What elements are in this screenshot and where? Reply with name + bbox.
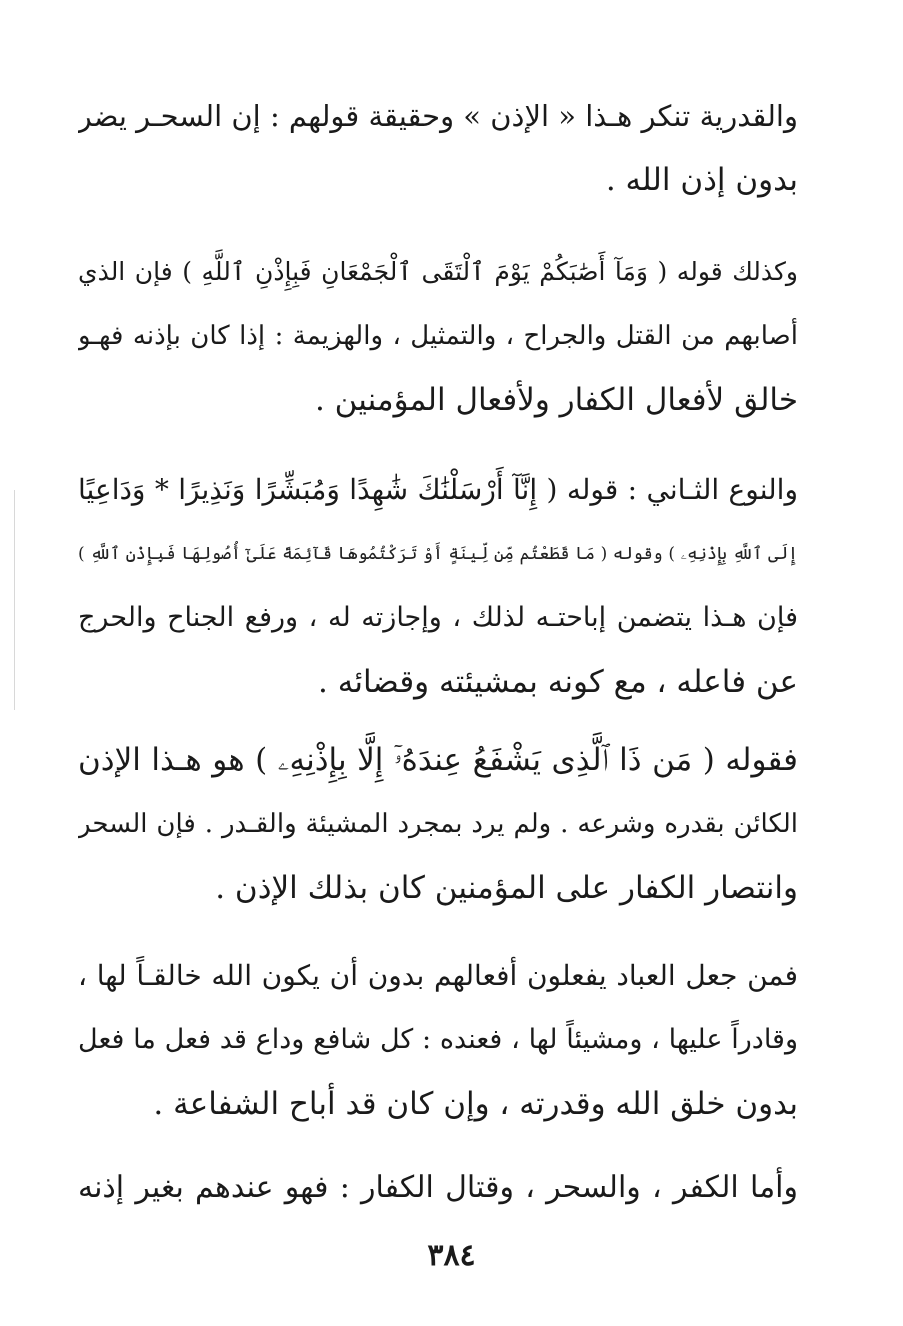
paragraph-line: فإن هـذا يتضمن إباحتـه لذلك ، وإجازته له ، ورفع الجناح والحرج xyxy=(78,602,798,633)
paragraph-line: بدون إذن الله . xyxy=(605,162,798,198)
paragraph-line: فقوله ( مَن ذَا ٱلَّذِى يَشْفَعُ عِندَهُۥٓ إِلَّا بِإِذْنِهِۦ ) هو هـذا الإذن xyxy=(78,742,798,778)
paragraph-4 xyxy=(78,728,798,920)
paragraph-line: أصابهم من القتل والجراح ، والتمثيل ، والهزيمة : إذا كان بإذنه فهـو xyxy=(78,321,798,351)
paragraph-6 xyxy=(78,1156,798,1220)
paragraph-2 xyxy=(78,240,798,432)
paragraph-line: والنوع الثـاني : قوله ( إِنَّآ أَرْسَلْنَٰكَ شَٰهِدًا وَمُبَشِّرًا وَنَذِيرًا * وَدَاعِيًا xyxy=(78,473,798,506)
margin-rule xyxy=(14,490,15,710)
paragraph-line: خالق لأفعال الكفار ولأفعال المؤمنين . xyxy=(314,382,798,418)
paragraph-line: وانتصار الكفار على المؤمنين كان بذلك الإذن . xyxy=(215,870,798,906)
paragraph-line: وقادراً عليها ، ومشيئاً لها ، فعنده : كل شافع وداع قد فعل ما فعل xyxy=(78,1024,798,1055)
paragraph-line: بدون خلق الله وقدرته ، وإن كان قد أباح الشفاعة . xyxy=(153,1086,798,1122)
paragraph-line: إِلَى ٱللَّهِ بِإِذْنِهِۦ ) وقوله ( مَا قَطَعْتُم مِّن لِّينَةٍ أَوْ تَرَكْتُمُوهَا قَآئِمَةً عَلَىٰٓ أُصُولِهَا فَبِإِذْنِ ٱللَّهِ ) xyxy=(78,544,798,564)
paragraph-line: فمن جعل العباد يفعلون أفعالهم بدون أن يكون الله خالقـاً لها ، xyxy=(78,959,798,992)
paragraph-line: والقدرية تنكر هـذا « الإذن » وحقيقة قولهم : إن السحـر يضر xyxy=(78,99,798,133)
paragraph-1 xyxy=(78,84,798,212)
paragraph-line: الكائن بقدره وشرعه . ولم يرد بمجرد المشيئة والقـدر . فإن السحر xyxy=(78,809,798,839)
paragraph-line: عن فاعله ، مع كونه بمشيئته وقضائه . xyxy=(318,664,798,700)
paragraph-5 xyxy=(78,944,798,1136)
page-number: ٣٨٤ xyxy=(427,1238,476,1273)
paragraph-3 xyxy=(78,458,798,714)
paragraph-line: وكذلك قوله ( وَمَآ أَصَٰبَكُمْ يَوْمَ ٱلْتَقَى ٱلْجَمْعَانِ فَبِإِذْنِ ٱللَّهِ ) فإن الذي xyxy=(78,257,798,286)
paragraph-line: وأما الكفر ، والسحر ، وقتال الكفار : فهو عندهم بغير إذنه xyxy=(78,1170,798,1205)
